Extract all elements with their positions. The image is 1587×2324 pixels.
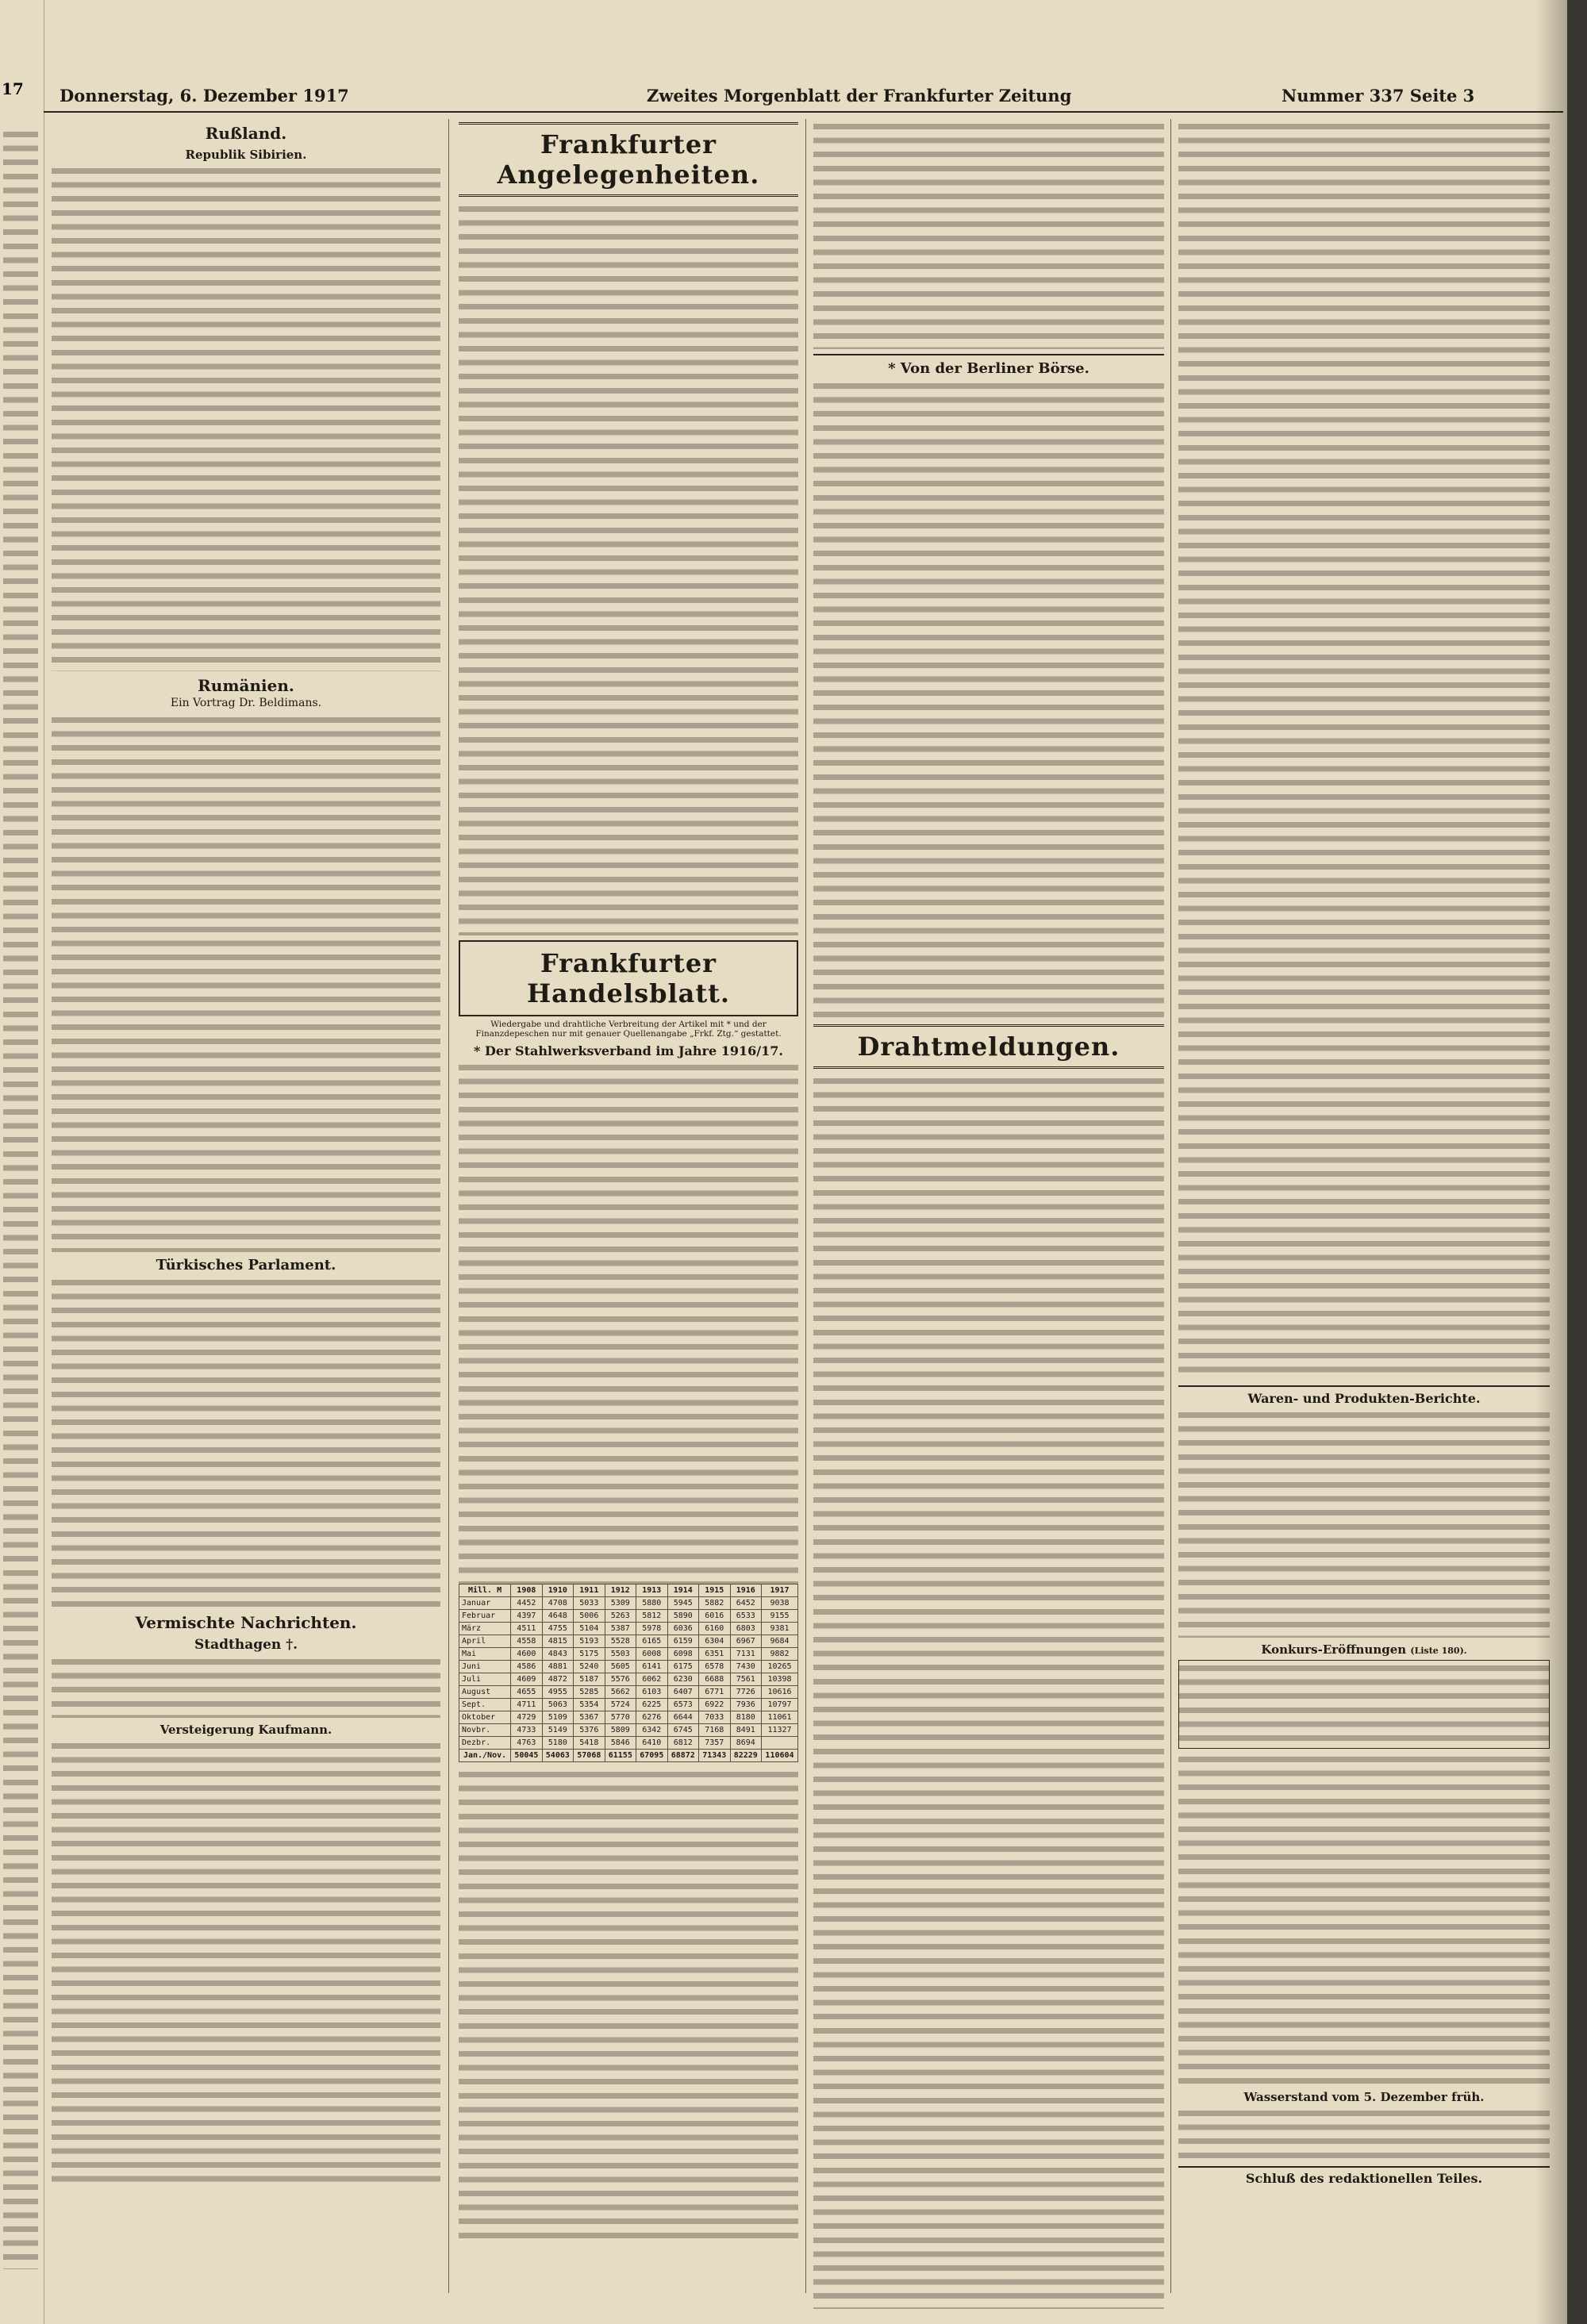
table-cell: 5770 bbox=[605, 1711, 636, 1724]
heading-stahlwerksverband: * Der Stahlwerksverband im Jahre 1916/17. bbox=[474, 1043, 783, 1058]
table-cell: 6165 bbox=[636, 1635, 667, 1648]
table-cell: 5890 bbox=[667, 1610, 698, 1623]
table-cell: 4609 bbox=[511, 1673, 542, 1686]
column-rule bbox=[448, 119, 449, 2293]
table-cell: 4452 bbox=[511, 1597, 542, 1610]
article-text bbox=[52, 163, 440, 671]
column-3 bbox=[813, 119, 1164, 2309]
heading-stadthagen: Stadthagen †. bbox=[194, 1637, 298, 1653]
table-cell: 7561 bbox=[730, 1673, 761, 1686]
table-cell: 7936 bbox=[730, 1699, 761, 1711]
header-rule bbox=[44, 111, 1563, 113]
table-cell: 6452 bbox=[730, 1597, 761, 1610]
table-cell: 5109 bbox=[542, 1711, 573, 1724]
table-cell: 6062 bbox=[636, 1673, 667, 1686]
table-cell: 5104 bbox=[574, 1623, 605, 1635]
table-cell: 6225 bbox=[636, 1699, 667, 1711]
table-cell: 6533 bbox=[730, 1610, 761, 1623]
table-cell: 11061 bbox=[761, 1711, 797, 1724]
table-cell: 4872 bbox=[542, 1673, 573, 1686]
table-cell: 5724 bbox=[605, 1699, 636, 1711]
table-cell: 68872 bbox=[667, 1750, 698, 1762]
article-text bbox=[52, 713, 440, 1252]
table-cell: 6141 bbox=[636, 1661, 667, 1673]
heading-wasserstand: Wasserstand vom 5. Dezember früh. bbox=[1243, 2090, 1485, 2104]
table-cell: 5662 bbox=[605, 1686, 636, 1699]
table-cell: Juni bbox=[459, 1661, 511, 1673]
table-cell: 5285 bbox=[574, 1686, 605, 1699]
table-cell: 5945 bbox=[667, 1597, 698, 1610]
table-cell: 6573 bbox=[667, 1699, 698, 1711]
table-cell: 6159 bbox=[667, 1635, 698, 1648]
table-cell: April bbox=[459, 1635, 511, 1648]
table-header-cell: 1914 bbox=[667, 1585, 698, 1597]
spine-text bbox=[3, 127, 38, 2269]
article-text bbox=[459, 202, 798, 935]
heading-konkurs bbox=[1178, 1642, 1550, 1657]
subheading-rumaenien: Ein Vortrag Dr. Beldimans. bbox=[170, 697, 322, 709]
table-header-cell: 1913 bbox=[636, 1585, 667, 1597]
table-cell: 6771 bbox=[699, 1686, 730, 1699]
table-cell: 4600 bbox=[511, 1648, 542, 1661]
heading-sibirien: Republik Sibirien. bbox=[185, 148, 307, 162]
previous-page-edge bbox=[0, 0, 44, 2324]
table-cell: 6812 bbox=[667, 1737, 698, 1750]
heading-kaufmann: Versteigerung Kaufmann. bbox=[159, 1723, 332, 1737]
table-cell: 6036 bbox=[667, 1623, 698, 1635]
table-cell: 5880 bbox=[636, 1597, 667, 1610]
table-cell: 4815 bbox=[542, 1635, 573, 1648]
table-header-cell: 1908 bbox=[511, 1585, 542, 1597]
footer-schluss: Schluß des redaktionellen Teiles. bbox=[1178, 2166, 1550, 2186]
article-text bbox=[813, 378, 1164, 1021]
table-cell: 5809 bbox=[605, 1724, 636, 1737]
table-cell: 10265 bbox=[761, 1661, 797, 1673]
article-text bbox=[52, 1654, 440, 1718]
article-text bbox=[52, 1738, 440, 2183]
table-cell: März bbox=[459, 1623, 511, 1635]
table-cell: 5605 bbox=[605, 1661, 636, 1673]
table-cell: Februar bbox=[459, 1610, 511, 1623]
table-cell: 7131 bbox=[730, 1648, 761, 1661]
heading-rumaenien: Rumänien. bbox=[198, 676, 294, 695]
table-cell: Januar bbox=[459, 1597, 511, 1610]
table-cell: 8491 bbox=[730, 1724, 761, 1737]
table-cell: Juli bbox=[459, 1673, 511, 1686]
table-cell: 6351 bbox=[699, 1648, 730, 1661]
table-cell: 6967 bbox=[730, 1635, 761, 1648]
table-cell: 110604 bbox=[761, 1750, 797, 1762]
table-cell: 6644 bbox=[667, 1711, 698, 1724]
table-cell: 5882 bbox=[699, 1597, 730, 1610]
page-header bbox=[44, 86, 1563, 109]
table-header-cell: 1917 bbox=[761, 1585, 797, 1597]
column-rule bbox=[805, 119, 806, 2293]
table-cell: 4763 bbox=[511, 1737, 542, 1750]
table-row bbox=[459, 1648, 798, 1661]
table-cell: 4558 bbox=[511, 1635, 542, 1648]
table-cell: 82229 bbox=[730, 1750, 761, 1762]
table-cell: 5006 bbox=[574, 1610, 605, 1623]
table-cell: Novbr. bbox=[459, 1724, 511, 1737]
table-cell: 7430 bbox=[730, 1661, 761, 1673]
heading-russland: Rußland. bbox=[205, 124, 287, 143]
table-cell: Mai bbox=[459, 1648, 511, 1661]
header-issue: Nummer 337 Seite 3 bbox=[1282, 86, 1475, 106]
table-cell: 5187 bbox=[574, 1673, 605, 1686]
article-text bbox=[459, 1060, 798, 1584]
table-cell bbox=[761, 1737, 797, 1750]
table-total-row bbox=[459, 1750, 798, 1762]
table-cell: 50045 bbox=[511, 1750, 542, 1762]
table-cell: August bbox=[459, 1686, 511, 1699]
table-cell: 71343 bbox=[699, 1750, 730, 1762]
table-cell: 10398 bbox=[761, 1673, 797, 1686]
table-header-cell: 1915 bbox=[699, 1585, 730, 1597]
table-cell: Oktober bbox=[459, 1711, 511, 1724]
table-cell: 4586 bbox=[511, 1661, 542, 1673]
table-cell: 5418 bbox=[574, 1737, 605, 1750]
table-cell: 7357 bbox=[699, 1737, 730, 1750]
table-cell: 10797 bbox=[761, 1699, 797, 1711]
table-row bbox=[459, 1635, 798, 1648]
table-cell: 5978 bbox=[636, 1623, 667, 1635]
table-cell: 7033 bbox=[699, 1711, 730, 1724]
table-cell: 4843 bbox=[542, 1648, 573, 1661]
table-cell: 5180 bbox=[542, 1737, 573, 1750]
table-cell: 5149 bbox=[542, 1724, 573, 1737]
table-cell: 6103 bbox=[636, 1686, 667, 1699]
column-2 bbox=[459, 119, 798, 2309]
table-cell: 6276 bbox=[636, 1711, 667, 1724]
table-row bbox=[459, 1711, 798, 1724]
table-cell: 5812 bbox=[636, 1610, 667, 1623]
table-cell: 61155 bbox=[605, 1750, 636, 1762]
table-cell: 4655 bbox=[511, 1686, 542, 1699]
table-cell: 9381 bbox=[761, 1623, 797, 1635]
table-cell: 10616 bbox=[761, 1686, 797, 1699]
table-header-cell: 1916 bbox=[730, 1585, 761, 1597]
konkurs-list-number: (Liste 180). bbox=[1410, 1646, 1467, 1656]
table-header-cell: 1910 bbox=[542, 1585, 573, 1597]
article-text bbox=[813, 1074, 1164, 2309]
article-text bbox=[1178, 119, 1550, 1381]
article-text bbox=[52, 1275, 440, 1608]
table-cell: 9882 bbox=[761, 1648, 797, 1661]
column-4 bbox=[1178, 119, 1550, 2309]
heading-vermischtes: Vermischte Nachrichten. bbox=[135, 1613, 357, 1632]
table-cell: 4511 bbox=[511, 1623, 542, 1635]
heading-berliner-boerse: * Von der Berliner Börse. bbox=[813, 354, 1164, 377]
section-banner-handelsblatt: Frankfurter Handelsblatt. bbox=[459, 940, 798, 1016]
table-cell: 6745 bbox=[667, 1724, 698, 1737]
table-cell: 4708 bbox=[542, 1597, 573, 1610]
table-header-cell: Mill. M bbox=[459, 1585, 511, 1597]
section-banner-frankfurt: Frankfurter Angelegenheiten. bbox=[459, 122, 798, 197]
table-cell: 7168 bbox=[699, 1724, 730, 1737]
table-cell: 5175 bbox=[574, 1648, 605, 1661]
table-cell: 4881 bbox=[542, 1661, 573, 1673]
table-cell: 9684 bbox=[761, 1635, 797, 1648]
konkurs-title: Konkurs-Eröffnungen bbox=[1261, 1642, 1407, 1657]
table-cell: 5387 bbox=[605, 1623, 636, 1635]
table-cell: 6342 bbox=[636, 1724, 667, 1737]
table-cell: 8694 bbox=[730, 1737, 761, 1750]
header-title: Zweites Morgenblatt der Frankfurter Zeitung bbox=[647, 86, 1072, 106]
heading-tuerkei: Türkisches Parlament. bbox=[156, 1257, 336, 1273]
table-row bbox=[459, 1610, 798, 1623]
table-cell: 6578 bbox=[699, 1661, 730, 1673]
table-cell: 5240 bbox=[574, 1661, 605, 1673]
table-cell: 5528 bbox=[605, 1635, 636, 1648]
konkurs-table bbox=[1178, 1660, 1550, 1749]
table-cell: 4648 bbox=[542, 1610, 573, 1623]
table-cell: 5063 bbox=[542, 1699, 573, 1711]
table-cell: 54063 bbox=[542, 1750, 573, 1762]
table-cell: 6803 bbox=[730, 1623, 761, 1635]
table-cell: 4729 bbox=[511, 1711, 542, 1724]
table-cell: 6230 bbox=[667, 1673, 698, 1686]
table-cell: 67095 bbox=[636, 1750, 667, 1762]
article-text bbox=[1178, 1752, 1550, 2085]
table-cell: 11327 bbox=[761, 1724, 797, 1737]
handelsblatt-note: Wiedergabe und drahtliche Verbreitung der Artikel mit * und der Finanzdepeschen nur mit genauer Quellenangabe „Frkf. Ztg.“ gestattet. bbox=[475, 1020, 782, 1039]
table-cell: 5263 bbox=[605, 1610, 636, 1623]
table-cell: 57068 bbox=[574, 1750, 605, 1762]
table-cell: 4955 bbox=[542, 1686, 573, 1699]
wasserstand-text bbox=[1178, 2106, 1550, 2161]
table-cell: 6016 bbox=[699, 1610, 730, 1623]
table-cell: 8180 bbox=[730, 1711, 761, 1724]
table-cell: 9155 bbox=[761, 1610, 797, 1623]
table-cell: 5193 bbox=[574, 1635, 605, 1648]
column-rule bbox=[1170, 119, 1171, 2293]
table-cell: 5309 bbox=[605, 1597, 636, 1610]
table-cell: 6008 bbox=[636, 1648, 667, 1661]
article-text bbox=[813, 119, 1164, 349]
table-row bbox=[459, 1737, 798, 1750]
table-cell: 4733 bbox=[511, 1724, 542, 1737]
table-row bbox=[459, 1597, 798, 1610]
article-text bbox=[459, 1767, 798, 2243]
table-cell: Jan./Nov. bbox=[459, 1750, 511, 1762]
table-cell: 6407 bbox=[667, 1686, 698, 1699]
table-row bbox=[459, 1673, 798, 1686]
table-cell: 4397 bbox=[511, 1610, 542, 1623]
table-cell: 6922 bbox=[699, 1699, 730, 1711]
table-cell: 9038 bbox=[761, 1597, 797, 1610]
table-cell: 6098 bbox=[667, 1648, 698, 1661]
table-cell: 5033 bbox=[574, 1597, 605, 1610]
table-header-cell: 1911 bbox=[574, 1585, 605, 1597]
table-cell: 4711 bbox=[511, 1699, 542, 1711]
column-1 bbox=[52, 119, 440, 2309]
table-row bbox=[459, 1661, 798, 1673]
table-cell: Dezbr. bbox=[459, 1737, 511, 1750]
table-cell: 6160 bbox=[699, 1623, 730, 1635]
table-header-cell: 1912 bbox=[605, 1585, 636, 1597]
table-cell: 5354 bbox=[574, 1699, 605, 1711]
heading-waren-berichte: Waren- und Produkten-Berichte. bbox=[1178, 1385, 1550, 1406]
table-cell: 6688 bbox=[699, 1673, 730, 1686]
table-cell: 5367 bbox=[574, 1711, 605, 1724]
table-cell: 5576 bbox=[605, 1673, 636, 1686]
article-text bbox=[1178, 1408, 1550, 1638]
table-row bbox=[459, 1699, 798, 1711]
spine-page-number: 17 bbox=[2, 79, 24, 98]
table-cell: 5846 bbox=[605, 1737, 636, 1750]
table-cell: Sept. bbox=[459, 1699, 511, 1711]
header-date: Donnerstag, 6. Dezember 1917 bbox=[60, 86, 349, 106]
table-row bbox=[459, 1724, 798, 1737]
table-cell: 6304 bbox=[699, 1635, 730, 1648]
table-cell: 5503 bbox=[605, 1648, 636, 1661]
table-cell: 6410 bbox=[636, 1737, 667, 1750]
table-cell: 4755 bbox=[542, 1623, 573, 1635]
table-row bbox=[459, 1686, 798, 1699]
table-cell: 5376 bbox=[574, 1724, 605, 1737]
table-row bbox=[459, 1623, 798, 1635]
table-cell: 6175 bbox=[667, 1661, 698, 1673]
reichsbank-table bbox=[459, 1584, 798, 1762]
section-banner-drahtmeldungen: Drahtmeldungen. bbox=[813, 1024, 1164, 1069]
table-cell: 7726 bbox=[730, 1686, 761, 1699]
